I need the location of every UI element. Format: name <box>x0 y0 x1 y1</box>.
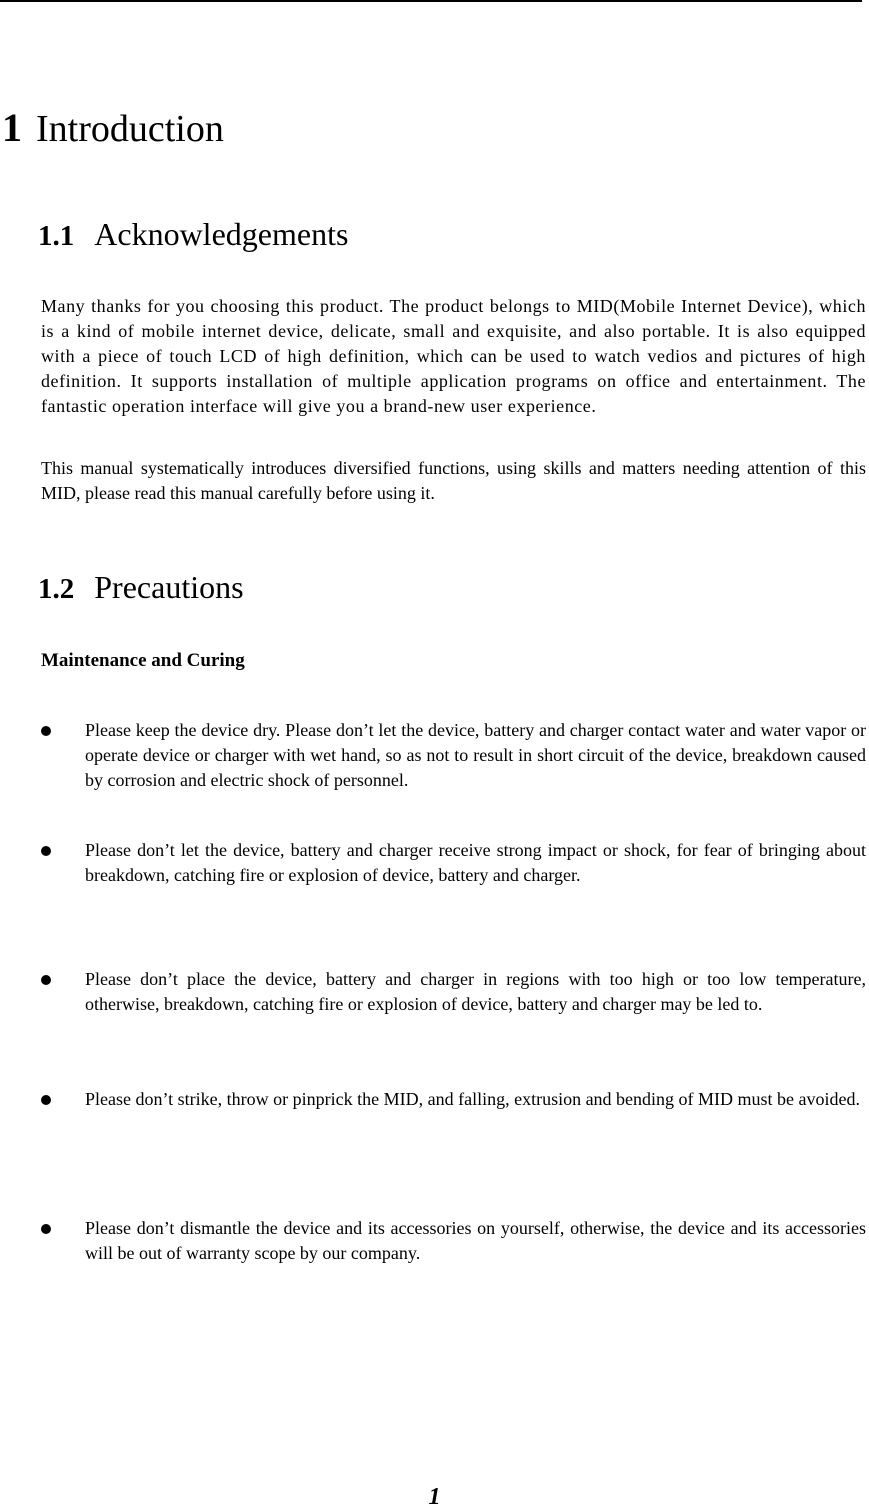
list-item-text: Please don’t dismantle the device and its accessories on yourself, otherwise, the device and its accessories will be out of warranty scope by our company. <box>85 1218 866 1263</box>
section-heading-precautions <box>38 567 244 609</box>
bullet-icon <box>41 1224 51 1234</box>
list-item-text: Please don’t place the device, battery and charger in regions with too high or too low temperature, otherwise, breakdown, catching fire or explosion of device, battery and charger may be led to. <box>85 969 866 1014</box>
acknowledgements-paragraph-2: This manual systematically introduces diversified functions, using skills and matters needing attention of this MID, please read this manual carefully before using it. <box>41 458 866 503</box>
maintenance-subheading: Maintenance and Curing <box>41 650 245 671</box>
section-title: Precautions <box>94 569 244 605</box>
bullet-icon <box>41 726 51 736</box>
chapter-title: Introduction <box>36 108 224 150</box>
chapter-number: 1 <box>2 105 22 150</box>
section-number: 1.1 <box>38 220 75 252</box>
section-heading-acknowledgements <box>38 214 348 256</box>
list-item-text: Please don’t strike, throw or pinprick the MID, and falling, extrusion and bending of MID must be avoided. <box>85 1089 861 1109</box>
bullet-icon <box>41 1095 51 1105</box>
list-item-text: Please don’t let the device, battery and charger receive strong impact or shock, for fear of bringing about breakdown, catching fire or explosion of device, battery and charger. <box>85 840 866 885</box>
page-number: 1 <box>428 1484 441 1510</box>
bullet-icon <box>41 975 51 985</box>
section-number: 1.2 <box>38 573 75 605</box>
list-item-text: Please keep the device dry. Please don’t let the device, battery and charger contact water and water vapor or operate device or charger with wet hand, so as not to result in short circuit of the device, breakdown caused by corrosion and electric shock of personnel. <box>85 720 866 790</box>
chapter-heading <box>2 104 224 153</box>
section-title: Acknowledgements <box>94 216 349 252</box>
header-rule <box>0 0 862 2</box>
bullet-icon <box>41 846 51 856</box>
acknowledgements-paragraph-1: Many thanks for you choosing this product. The product belongs to MID(Mobile Internet Device), which is a kind of mobile internet device, delicate, small and exquisite, and also portable. It is also equipped with a piece of touch LCD of high definition, which can be used to watch vedios and pictures of high definition. It supports installation of multiple application programs on office and entertainment. The fantastic operation interface will give you a brand-new user experience. <box>41 296 866 416</box>
